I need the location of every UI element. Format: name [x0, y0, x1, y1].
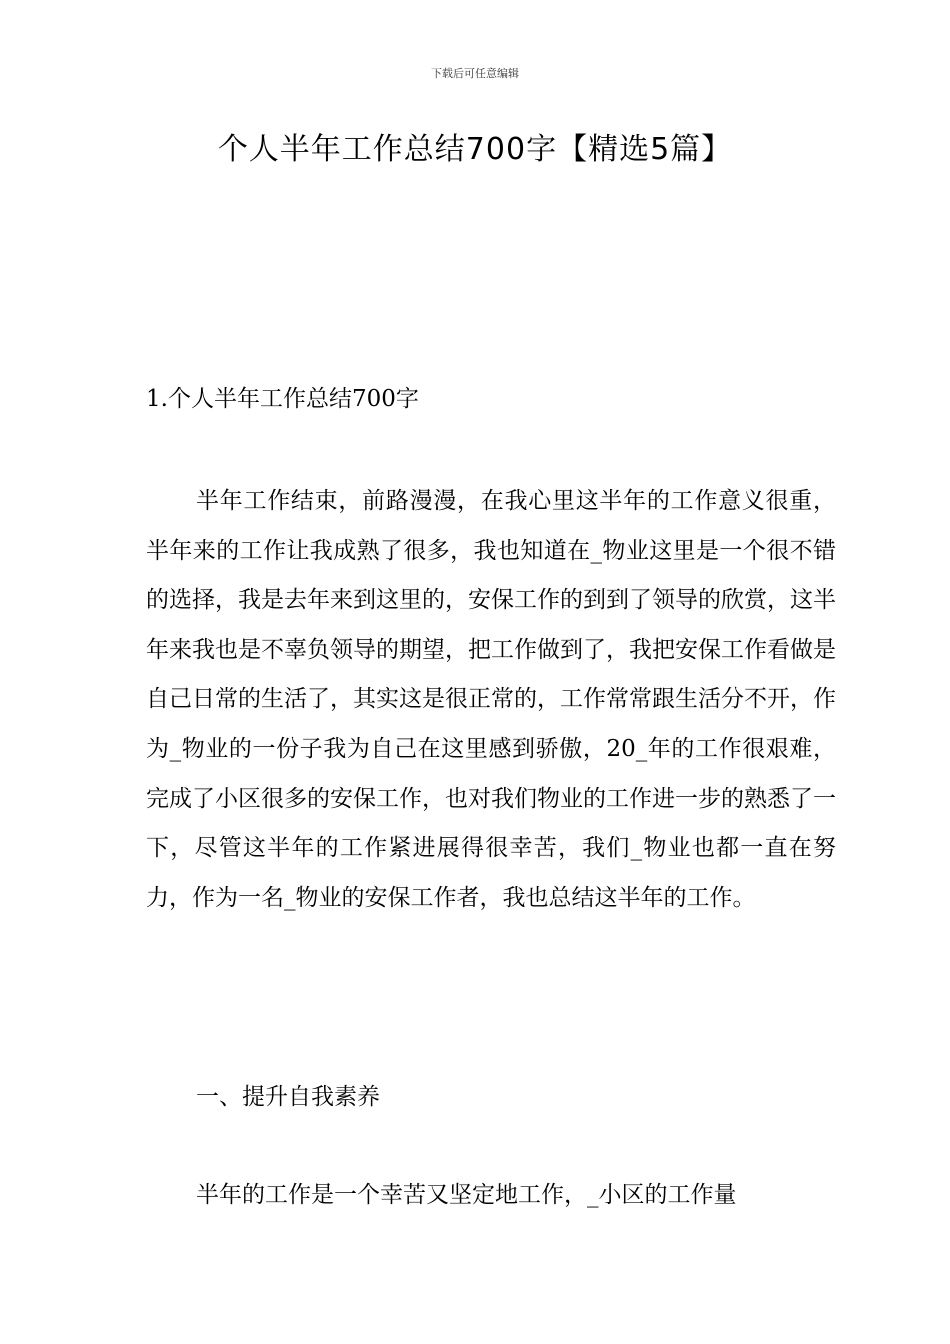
body-paragraph-2: 半年的工作是一个幸苦又坚定地工作，_小区的工作量 — [196, 1182, 737, 1208]
body-paragraph-1: 半年工作结束，前路漫漫，在我心里这半年的工作意义很重，半年来的工作让我成熟了很多，我也知道在_物业这里是一个很不错的选择，我是去年来到这里的，安保工作的到到了领导的欣赏，这半年来我也是不辜负领导的期望，把工作做到了，我把安保工作看做是自己日常的生活了，其实这是很正常的，工作常常跟生活分不开，作为_物业的一份子我为自己在这里感到骄傲，20_年的工作很艰难，完成了小区很多的安保工作，也对我们物业的工作进一步的熟悉了一下，尽管这半年的工作紧进展得很幸苦，我们_物业也都一直在努力，作为一名_物业的安保工作者，我也总结这半年的工作。 — [146, 488, 836, 911]
sub-heading: 一、提升自我素养 — [196, 1084, 380, 1110]
section-heading: 1.个人半年工作总结700字 — [146, 386, 419, 412]
document-title: 个人半年工作总结700字【精选5篇】 — [217, 132, 733, 167]
page-header-note: 下载后可任意编辑 — [431, 67, 519, 80]
